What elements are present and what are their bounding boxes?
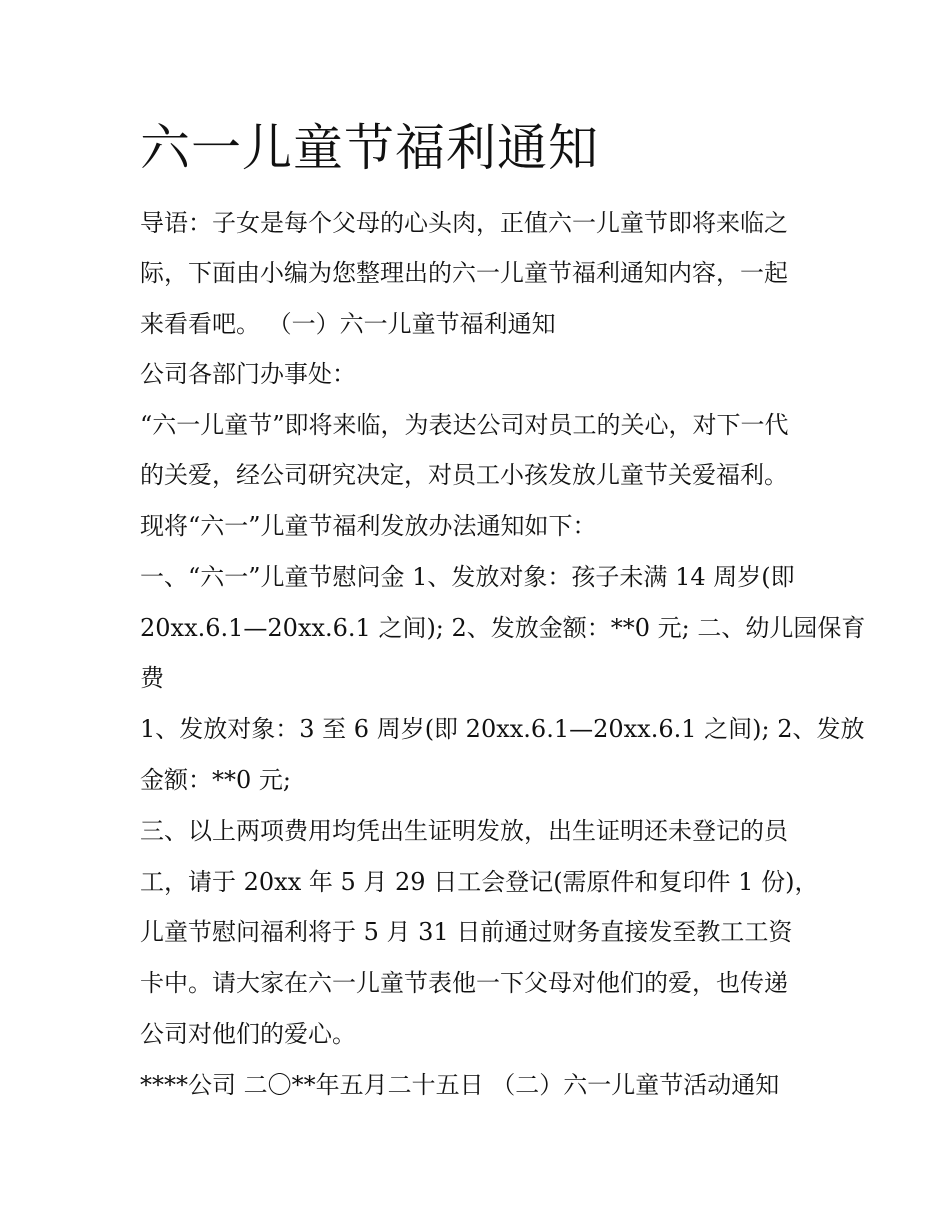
- body-line-1: 导语：子女是每个父母的心头肉，正值六一儿童节即将来临之: [140, 209, 788, 237]
- body-line-15: 儿童节慰问福利将于 5 月 31 日前通过财务直接发至教工工资: [140, 918, 793, 946]
- body-line-11: 1、发放对象：3 至 6 周岁(即 20xx.6.1—20xx.6.1 之间); 2、发放: [140, 715, 865, 743]
- body-line-16: 卡中。请大家在六一儿童节表他一下父母对他们的爱，也传递: [140, 969, 788, 997]
- body-line-13: 三、以上两项费用均凭出生证明发放，出生证明还未登记的员: [140, 817, 788, 845]
- body-line-6: 的关爱，经公司研究决定，对员工小孩发放儿童节关爱福利。: [140, 461, 788, 489]
- body-line-10: 费: [140, 664, 164, 692]
- body-line-2: 际，下面由小编为您整理出的六一儿童节福利通知内容，一起: [140, 259, 788, 287]
- body-line-4: 公司各部门办事处：: [140, 360, 356, 388]
- body-line-7: 现将“六一”儿童节福利发放办法通知如下：: [140, 512, 597, 540]
- body-line-17: 公司对他们的爱心。: [140, 1020, 356, 1048]
- body-line-5: “六一儿童节”即将来临，为表达公司对员工的关心，对下一代: [140, 411, 789, 439]
- body-line-18: ****公司 二〇**年五月二十五日 （二）六一儿童节活动通知: [140, 1071, 780, 1099]
- body-line-3: 来看看吧。 （一）六一儿童节福利通知: [140, 310, 556, 338]
- body-line-12: 金额：**0 元;: [140, 766, 291, 794]
- document-title: 六一儿童节福利通知: [140, 119, 599, 177]
- body-line-8: 一、“六一”儿童节慰问金 1、发放对象：孩子未满 14 周岁(即: [140, 563, 795, 591]
- body-line-9: 20xx.6.1—20xx.6.1 之间); 2、发放金额：**0 元; 二、幼儿园保育: [140, 614, 866, 642]
- body-line-14: 工，请于 20xx 年 5 月 29 日工会登记(需原件和复印件 1 份)，: [140, 868, 819, 896]
